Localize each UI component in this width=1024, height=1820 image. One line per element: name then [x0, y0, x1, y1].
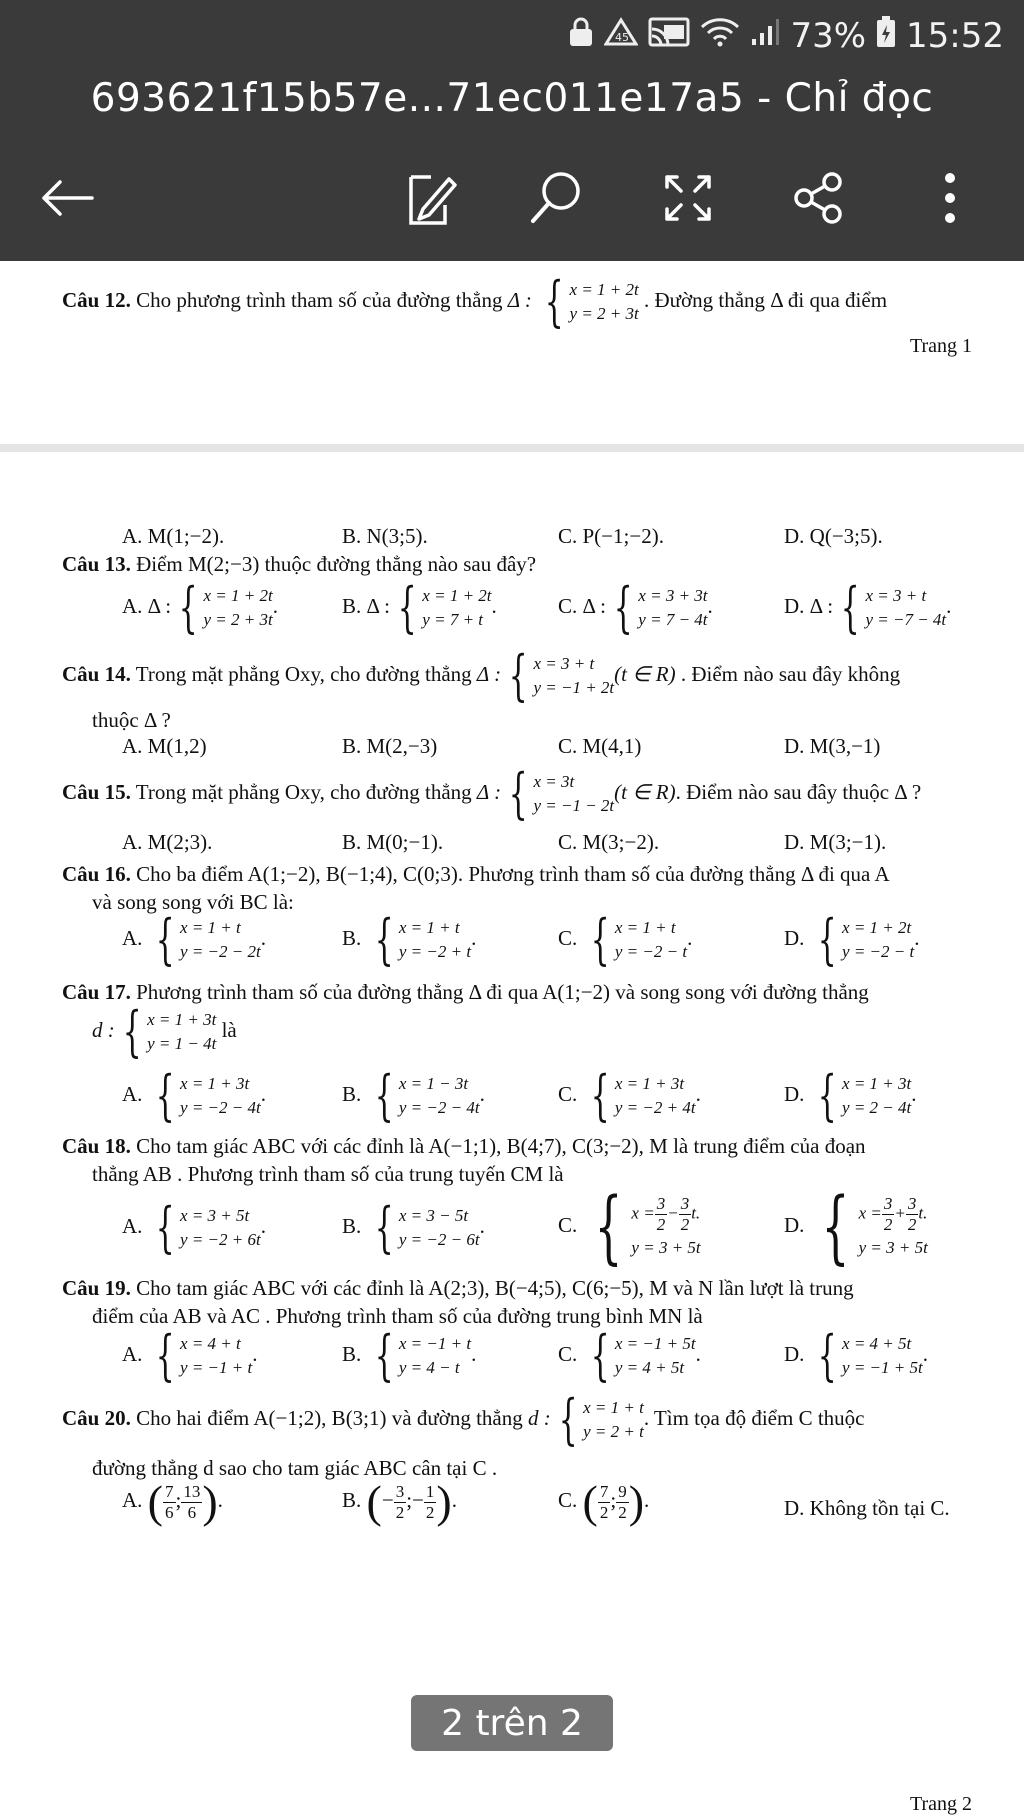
q17-option-d: D. { x = 1 + 3t y = 2 − 4t . — [784, 1064, 917, 1127]
cast-icon — [648, 16, 690, 56]
q18-option-b: B. { x = 3 − 5t y = −2 − 6t . — [342, 1196, 485, 1259]
clock: 15:52 — [906, 16, 1004, 56]
more-icon[interactable] — [918, 166, 982, 230]
back-arrow-icon[interactable] — [34, 166, 98, 230]
q17-option-a: A. { x = 1 + 3t y = −2 − 4t . — [122, 1064, 266, 1127]
q13-option-d: D. Δ : { x = 3 + t y = −7 − 4t . — [784, 576, 952, 639]
q19-option-a: A. { x = 4 + t y = −1 + t . — [122, 1324, 258, 1387]
q16-option-a: A. { x = 1 + t y = −2 − 2t . — [122, 908, 266, 971]
svg-text:45: 45 — [615, 31, 630, 44]
q15-option-a: A. M(2;3). — [122, 830, 213, 854]
notification-icon — [604, 16, 638, 56]
q15-option-c: C. M(3;−2). — [558, 830, 660, 854]
q20-option-b: B. (− $\frac{3}{2}$ ;− $\frac{1}{2}$ ). — [342, 1476, 457, 1527]
question-17-line2: d : { x = 1 + 3t y = 1 − 4t là — [92, 1000, 237, 1063]
page-footer-2: Trang 2 — [910, 1793, 973, 1815]
battery-percent: 73% — [790, 16, 867, 56]
status-bar — [568, 14, 1004, 58]
q15-option-b: B. M(0;−1). — [342, 830, 444, 854]
q13-option-a: A. Δ : { x = 1 + 2t y = 2 + 3t . — [122, 576, 278, 639]
q14-option-b: B. M(2,−3) — [342, 734, 438, 758]
lock-icon — [568, 16, 594, 56]
page-separator — [0, 444, 1024, 452]
question-20-line2: đường thẳng d sao cho tam giác ABC cân tại C . — [92, 1456, 498, 1480]
q20-option-c: C. ( $\frac{7}{2}$ ; $\frac{9}{2}$ ). — [558, 1476, 650, 1527]
battery-icon — [876, 16, 896, 57]
q14-option-a: A. M(1,2) — [122, 734, 207, 758]
question-17: Câu 17. Phương trình tham số của đường thẳng Δ đi qua A(1;−2) và song song với đường thẳng — [62, 980, 869, 1004]
q20-option-a: A. ( $\frac{7}{6}$ ; $\frac{13}{6}$ ). — [122, 1476, 223, 1527]
wifi-icon — [700, 16, 740, 56]
q15-option-d: D. M(3;−1). — [784, 830, 887, 854]
fullscreen-icon[interactable] — [656, 166, 720, 230]
q12-option-a: A. M(1;−2). — [122, 524, 225, 548]
q16-option-d: D. { x = 1 + 2t y = −2 − t . — [784, 908, 920, 971]
q19-option-c: C. { x = −1 + 5t y = 4 + 5t . — [558, 1324, 701, 1387]
share-icon[interactable] — [786, 166, 850, 230]
q17-option-b: B. { x = 1 − 3t y = −2 − 4t . — [342, 1064, 485, 1127]
question-15: Câu 15. Trong mặt phẳng Oxy, cho đường thẳng Δ : { x = 3t y = −1 − 2t (t ∈ R). Điểm nào sau đây thuộc Δ ? — [62, 762, 922, 825]
q14-option-c: C. M(4,1) — [558, 734, 642, 758]
signal-icon — [750, 16, 780, 56]
q19-option-d: D. { x = 4 + 5t y = −1 + 5t . — [784, 1324, 928, 1387]
search-icon[interactable] — [524, 166, 588, 230]
question-18-line2: thẳng AB . Phương trình tham số của trung tuyến CM là — [92, 1162, 564, 1186]
q18-option-a: A. { x = 3 + 5t y = −2 + 6t . — [122, 1196, 266, 1259]
question-16-line2: và song song với BC là: — [92, 890, 294, 914]
question-19-line2: điểm của AB và AC . Phương trình tham số của đường trung bình MN là — [92, 1304, 703, 1328]
q18-option-c: C. { x = $\frac{3}{2}$ − $\frac{3}{2}$ t. y = 3 + 5t — [558, 1180, 701, 1273]
q14-option-d: D. M(3,−1) — [784, 734, 881, 758]
question-13: Câu 13. Điểm M(2;−3) thuộc đường thẳng nào sau đây? — [62, 552, 537, 576]
q18-option-d: D. { x = $\frac{3}{2}$ + $\frac{3}{2}$ t. y = 3 + 5t — [784, 1180, 928, 1273]
q13-option-b: B. Δ : { x = 1 + 2t y = 7 + t . — [342, 576, 497, 639]
question-14: Câu 14. Trong mặt phẳng Oxy, cho đường thẳng Δ : { x = 3 + t y = −1 + 2t (t ∈ R) . Điểm nào sau đây không — [62, 644, 901, 707]
annotate-icon[interactable] — [398, 166, 462, 230]
q12-option-c: C. P(−1;−2). — [558, 524, 664, 548]
question-12: Câu 12. Cho phương trình tham số của đường thẳng Δ : { x = 1 + 2t y = 2 + 3t . Đường thẳng Δ đi qua điểm — [62, 270, 888, 333]
q16-option-c: C. { x = 1 + t y = −2 − t . — [558, 908, 693, 971]
question-18: Câu 18. Cho tam giác ABC với các đỉnh là A(−1;1), B(4;7), C(3;−2), M là trung điểm của đoạn — [62, 1134, 866, 1158]
q20-option-d: D. Không tồn tại C. — [784, 1496, 950, 1520]
question-19: Câu 19. Cho tam giác ABC với các đỉnh là A(2;3), B(−4;5), C(6;−5), M và N lần lượt là trung — [62, 1276, 854, 1300]
q16-option-b: B. { x = 1 + t y = −2 + t . — [342, 908, 477, 971]
question-20: Câu 20. Cho hai điểm A(−1;2), B(3;1) và đường thẳng d : { x = 1 + t y = 2 + t . Tìm tọa độ điểm C thuộc — [62, 1388, 865, 1451]
document-title: 693621f15b57e...71ec011e17a5 - Chỉ đọc — [90, 76, 934, 121]
q17-option-c: C. { x = 1 + 3t y = −2 + 4t . — [558, 1064, 701, 1127]
app-toolbar — [0, 0, 1024, 261]
q19-option-b: B. { x = −1 + t y = 4 − t . — [342, 1324, 477, 1387]
q12-option-b: B. N(3;5). — [342, 524, 428, 548]
question-16: Câu 16. Cho ba điểm A(1;−2), B(−1;4), C(0;3). Phương trình tham số của đường thẳng Δ đi qua A — [62, 862, 890, 886]
question-14-line2: thuộc Δ ? — [92, 708, 171, 732]
page-footer: Trang 1 — [910, 335, 973, 357]
equation-system: { x = 1 + 2t y = 2 + 3t — [544, 270, 639, 333]
page-indicator: 2 trên 2 — [411, 1695, 613, 1751]
q12-option-d: D. Q(−3;5). — [784, 524, 883, 548]
q13-option-c: C. Δ : { x = 3 + 3t y = 7 − 4t . — [558, 576, 713, 639]
